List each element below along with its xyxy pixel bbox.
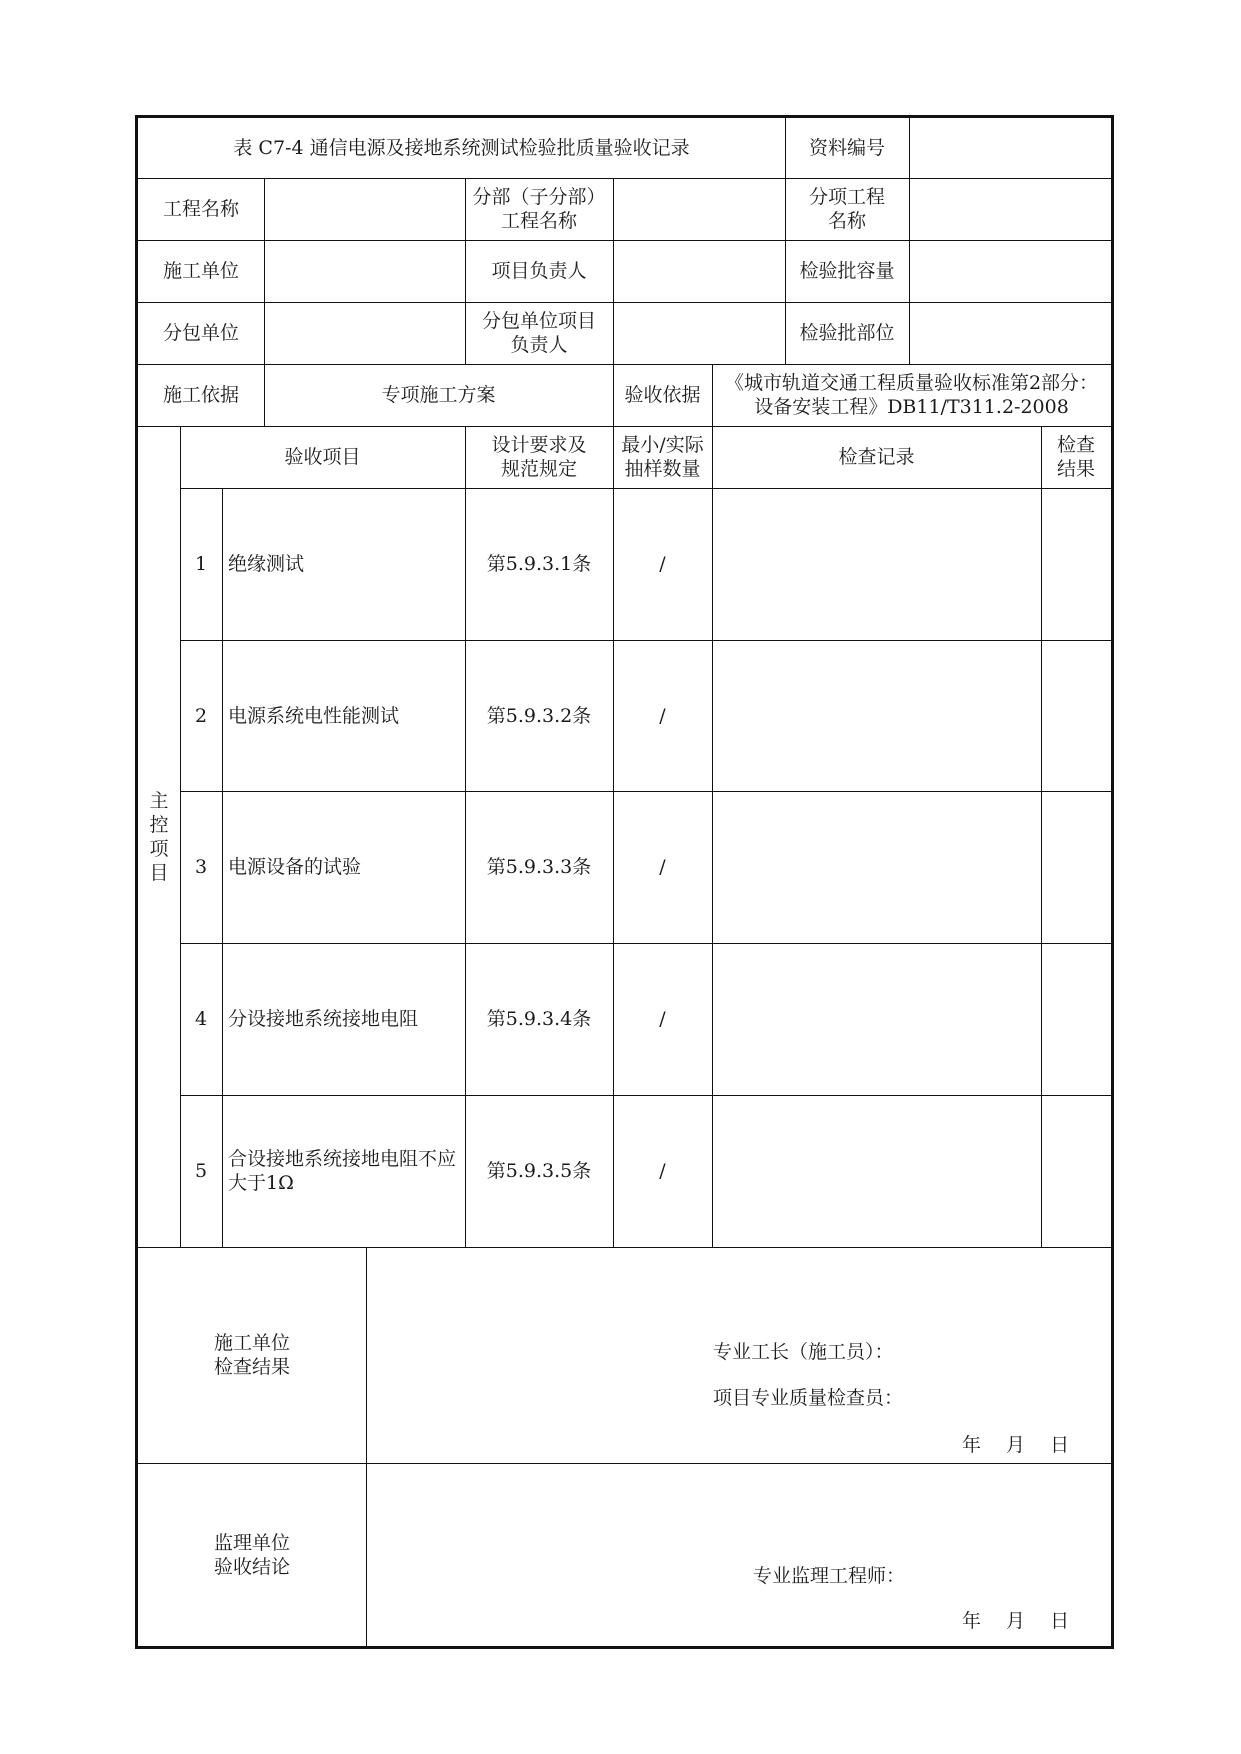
record-no-field[interactable] [909,118,1111,178]
contractor-result-label: 施工单位 检查结果 [213,1332,290,1378]
item-name: 分设接地系统接地电阻 [228,1008,419,1030]
col-header-design: 设计要求及 规范规定 [491,434,587,480]
batch-location-label: 检验批部位 [799,322,895,344]
batch-location-field[interactable] [909,302,1111,364]
project-manager-label: 项目负责人 [491,260,587,282]
col-header-item: 验收项目 [284,446,361,468]
item-no: 2 [194,704,208,727]
supervisor-conclusion-label: 监理单位 验收结论 [213,1531,290,1578]
item-clause: 第5.9.3.3条 [486,856,592,878]
col-header-record: 检查记录 [838,446,915,468]
sub-division-label: 分部（子分部） 工程名称 [472,186,606,232]
item-record-field[interactable] [712,640,1041,791]
item-no: 3 [194,856,208,878]
item-sample: / [659,1008,666,1030]
sub-manager-label: 分包单位项目 负责人 [481,310,596,356]
item-name: 电源系统电性能测试 [228,704,400,727]
item-no: 4 [194,1008,208,1030]
col-header-sample: 最小/实际 抽样数量 [621,434,704,480]
item-clause: 第5.9.3.5条 [486,1160,592,1182]
supervisor-date: 年 月 日 [962,1610,1070,1632]
item-record-field[interactable] [712,791,1041,943]
item-sample: / [659,1160,666,1182]
contractor-field[interactable] [264,240,465,302]
item-name: 合设接地系统接地电阻不应 大于1Ω [228,1148,457,1194]
sub-division-field[interactable] [613,178,785,240]
project-name-field[interactable] [264,178,465,240]
item-record-field[interactable] [712,488,1041,640]
item-record-field[interactable] [712,943,1041,1095]
batch-capacity-field[interactable] [909,240,1111,302]
item-no: 5 [194,1160,208,1182]
quality-inspector-signature-label: 项目专业质量检查员： [713,1387,904,1409]
sub-item-label: 分项工程 名称 [808,186,885,232]
supervising-engineer-signature-label: 专业监理工程师： [753,1565,906,1587]
acceptance-basis-value: 《城市轨道交通工程质量验收标准第2部分： 设备安装工程》DB11/T311.2-2008 [724,372,1099,418]
construction-basis-value: 专项施工方案 [381,384,496,406]
item-clause: 第5.9.3.4条 [486,1008,592,1030]
sub-manager-field[interactable] [613,302,785,364]
record-no-label: 资料编号 [808,137,885,159]
contractor-label: 施工单位 [162,260,239,282]
item-result-field[interactable] [1041,640,1111,791]
item-result-field[interactable] [1041,1095,1111,1247]
construction-basis-label: 施工依据 [162,384,239,406]
contractor-date: 年 月 日 [962,1434,1070,1456]
main-control-label: 主 控 项 目 [149,789,169,884]
form-title: 表 C7-4 通信电源及接地系统测试检验批质量验收记录 [233,137,690,159]
subcontractor-label: 分包单位 [162,322,239,344]
item-name: 绝缘测试 [228,553,305,575]
project-name-label: 工程名称 [162,198,239,220]
project-manager-field[interactable] [613,240,785,302]
item-clause: 第5.9.3.2条 [486,704,592,727]
item-name: 电源设备的试验 [228,856,362,878]
item-record-field[interactable] [712,1095,1041,1247]
item-result-field[interactable] [1041,791,1111,943]
item-sample: / [659,856,666,878]
batch-capacity-label: 检验批容量 [799,260,895,282]
acceptance-basis-label: 验收依据 [624,384,701,406]
foreman-signature-label: 专业工长（施工员）： [713,1341,894,1363]
item-no: 1 [194,553,208,575]
item-clause: 第5.9.3.1条 [486,553,592,575]
item-sample: / [659,704,666,727]
item-sample: / [659,553,666,575]
sub-item-field[interactable] [909,178,1111,240]
item-result-field[interactable] [1041,488,1111,640]
acceptance-form [135,115,1114,1649]
col-header-result: 检查 结果 [1056,434,1095,480]
subcontractor-field[interactable] [264,302,465,364]
item-result-field[interactable] [1041,943,1111,1095]
